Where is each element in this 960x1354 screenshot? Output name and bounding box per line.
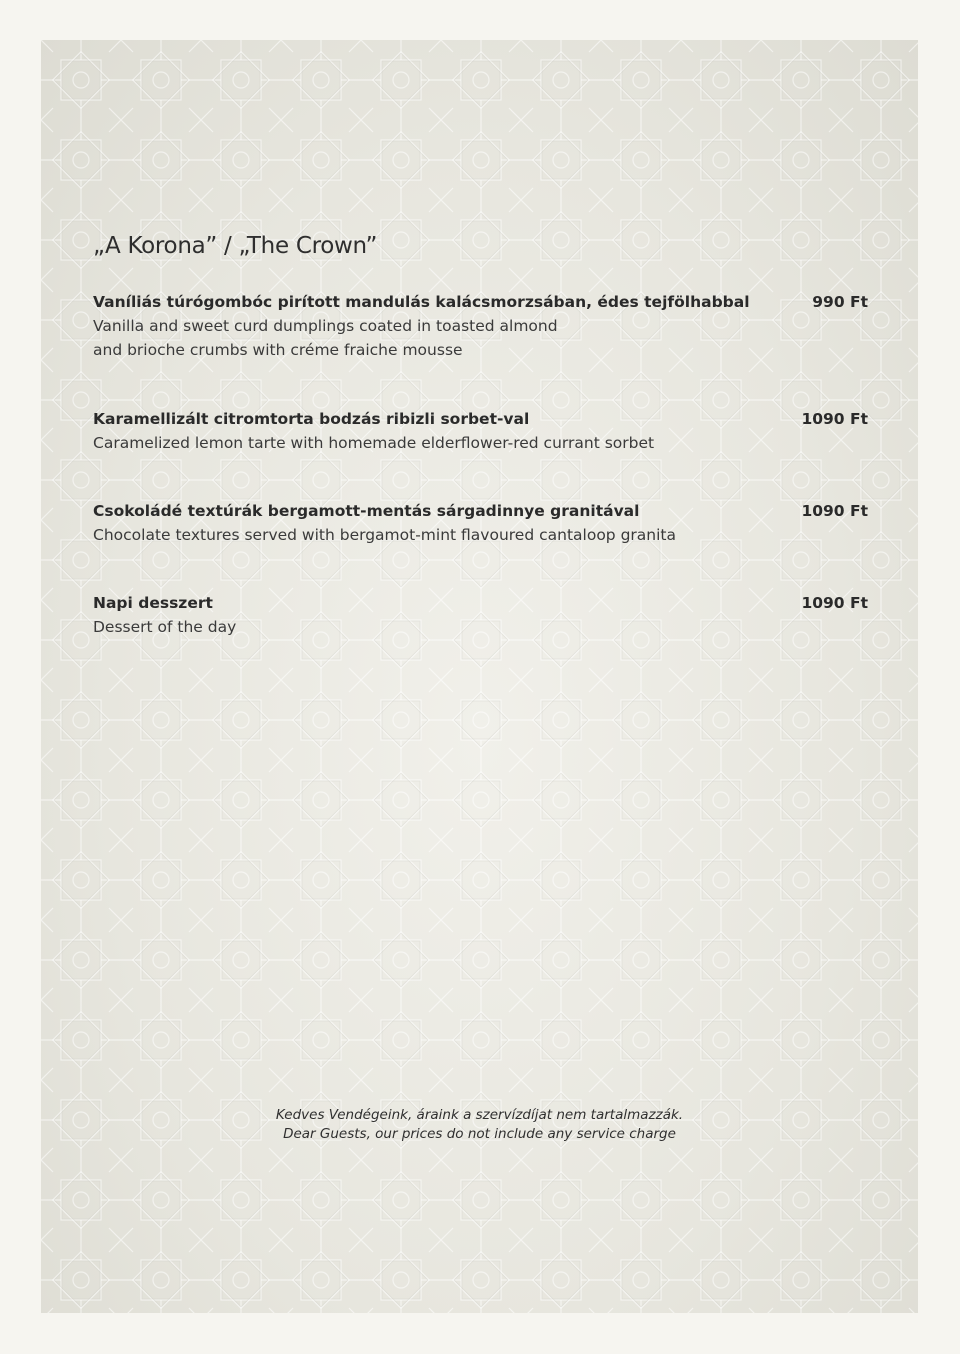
item-name-en: Dessert of the day [93,618,237,636]
menu-item [93,407,868,455]
menu-item [93,499,868,547]
item-name-en: Caramelized lemon tarte with homemade elderflower-red currant sorbet [93,434,655,452]
item-name-en: Vanilla and sweet curd dumplings coated in toasted almond [93,317,558,335]
menu-content [41,40,918,1313]
menu-item [93,290,868,362]
menu-panel [41,40,918,1313]
item-name-hu: Vaníliás túrógombóc pirított mandulás kalácsmorzsában, édes tejfölhabbal [93,293,750,311]
item-price: 990 Ft [812,293,868,311]
item-price: 1090 Ft [801,594,868,612]
item-price: 1090 Ft [801,502,868,520]
item-name-hu: Karamellizált citromtorta bodzás ribizli sorbet-val [93,410,530,428]
menu-item [93,591,868,639]
menu-title: „A Korona” / „The Crown” [93,233,378,259]
item-name-hu: Csokoládé textúrák bergamott-mentás sárgadinnye granitával [93,502,640,520]
item-name-hu: Napi desszert [93,594,213,612]
service-charge-note-hu: Kedves Vendégeink, áraink a szervízdíjat nem tartalmazzák. [275,1107,684,1123]
item-price: 1090 Ft [801,410,868,428]
service-charge-note-en: Dear Guests, our prices do not include any service charge [283,1126,676,1142]
item-name-en: Chocolate textures served with bergamot-mint flavoured cantaloop granita [93,526,676,544]
item-name-en-continued: and brioche crumbs with créme fraiche mousse [93,341,463,359]
